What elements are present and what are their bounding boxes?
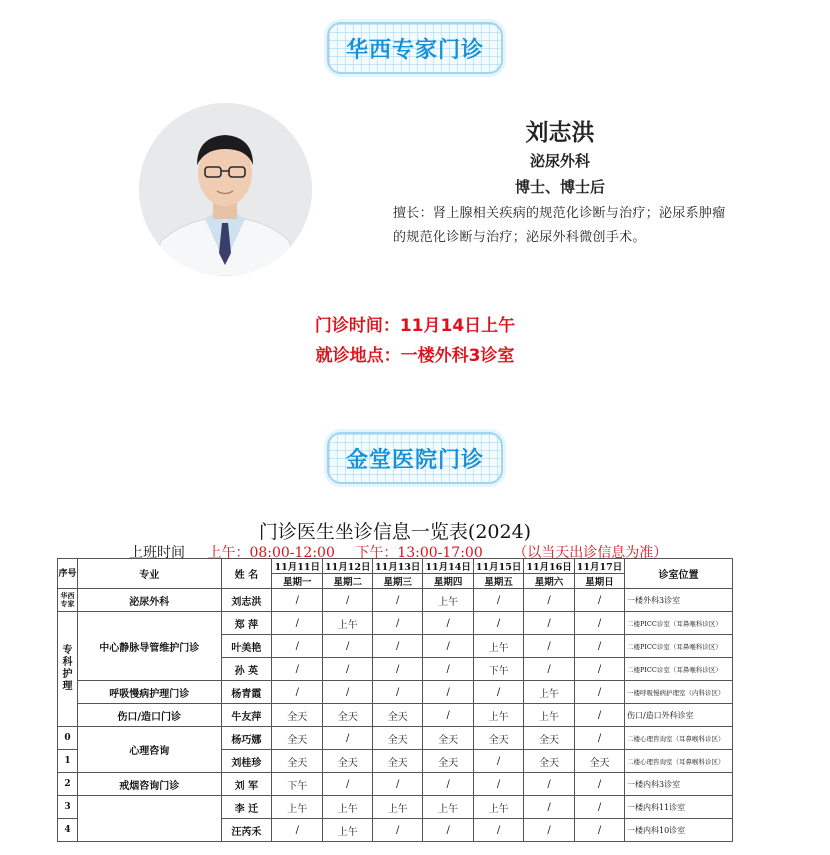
day-cell: 上午 <box>524 681 575 704</box>
row-location: 一楼外科3诊室 <box>624 589 732 612</box>
row-dept: 呼吸慢病护理门诊 <box>77 681 221 704</box>
header-date: 11月13日 <box>373 559 423 574</box>
day-cell: / <box>575 796 625 819</box>
day-cell: 上午 <box>373 796 423 819</box>
row-location: 一楼内科11诊室 <box>624 796 732 819</box>
day-cell: 上午 <box>474 635 524 658</box>
header-date: 11月17日 <box>575 559 625 574</box>
day-cell: / <box>474 773 524 796</box>
day-cell: / <box>524 819 575 842</box>
day-cell: / <box>524 658 575 681</box>
row-location: 二楼PICC诊室（耳鼻喉科诊区） <box>624 612 732 635</box>
doctor-specialty: 擅长：肾上腺相关疾病的规范化诊断与治疗；泌尿系肿瘤的规范化诊断与治疗；泌尿外科微创手术。 <box>393 206 726 245</box>
day-cell: / <box>323 681 373 704</box>
day-cell: / <box>423 681 474 704</box>
day-cell: / <box>323 658 373 681</box>
day-cell: / <box>575 727 625 750</box>
row-seq: 3 <box>58 796 78 819</box>
table-row <box>58 681 733 704</box>
row-location: 一楼内科10诊室 <box>624 819 732 842</box>
day-cell: 上午 <box>474 704 524 727</box>
doctor-name: 刘志洪 <box>525 120 595 146</box>
day-cell: / <box>575 704 625 727</box>
day-cell: / <box>373 773 423 796</box>
table-row <box>58 773 733 796</box>
day-cell: / <box>474 681 524 704</box>
doctor-department: 泌尿外科 <box>529 152 590 170</box>
row-location: 二楼心理咨询室（耳鼻喉科诊区） <box>624 727 732 750</box>
row-dept: 伤口/造口门诊 <box>77 704 221 727</box>
schedule-title: 门诊医生坐诊信息一览表(2024) <box>258 521 532 543</box>
day-cell: / <box>423 612 474 635</box>
day-cell: / <box>373 681 423 704</box>
header-weekday: 星期六 <box>524 574 575 589</box>
day-cell: 上午 <box>323 612 373 635</box>
row-location: 伤口/造口外科诊室 <box>624 704 732 727</box>
day-cell: / <box>423 819 474 842</box>
row-name: 李 迁 <box>221 796 272 819</box>
row-location: 二楼PICC诊室（耳鼻喉科诊区） <box>624 658 732 681</box>
day-cell: / <box>575 773 625 796</box>
day-cell: 下午 <box>272 773 323 796</box>
day-cell: 全天 <box>373 727 423 750</box>
row-name: 刘 军 <box>221 773 272 796</box>
section-title: 金堂医院门诊 <box>345 447 484 473</box>
day-cell: 全天 <box>474 727 524 750</box>
day-cell: / <box>373 819 423 842</box>
row-dept: 戒烟咨询门诊 <box>77 773 221 796</box>
day-cell: 全天 <box>323 704 373 727</box>
header-weekday: 星期日 <box>575 574 625 589</box>
day-cell: / <box>524 589 575 612</box>
row-dept <box>77 796 221 842</box>
section-title-badge-huaxi <box>327 22 503 74</box>
header-name: 姓 名 <box>221 559 272 589</box>
day-cell: / <box>524 773 575 796</box>
group-huaxi: 华西专家 <box>58 589 78 612</box>
row-location: 二楼心理咨询室（耳鼻喉科诊区） <box>624 750 732 773</box>
day-cell: / <box>423 658 474 681</box>
day-cell: 全天 <box>423 727 474 750</box>
day-cell: 上午 <box>272 796 323 819</box>
header-weekday: 星期五 <box>474 574 524 589</box>
day-cell: 全天 <box>272 704 323 727</box>
hours-am: 上午：08:00-12:00 <box>207 545 335 561</box>
row-name: 刘桂珍 <box>221 750 272 773</box>
section-title: 华西专家门诊 <box>345 37 484 63</box>
day-cell: / <box>423 773 474 796</box>
day-cell: / <box>272 658 323 681</box>
day-cell: 全天 <box>373 750 423 773</box>
day-cell: / <box>373 635 423 658</box>
day-cell: / <box>272 681 323 704</box>
day-cell: / <box>474 819 524 842</box>
row-dept: 心理咨询 <box>77 727 221 773</box>
header-date: 11月15日 <box>474 559 524 574</box>
schedule-sheet <box>57 515 733 855</box>
day-cell: / <box>423 635 474 658</box>
doctor-portrait-icon <box>139 103 312 276</box>
visit-location: 就诊地点：一楼外科3诊室 <box>315 346 515 366</box>
row-name: 郑 萍 <box>221 612 272 635</box>
day-cell: 上午 <box>423 589 474 612</box>
row-seq: 4 <box>58 819 78 842</box>
header-location: 诊室位置 <box>624 559 732 589</box>
day-cell: / <box>474 612 524 635</box>
hours-note: （以当天出诊信息为准） <box>513 545 668 561</box>
day-cell: 上午 <box>423 796 474 819</box>
day-cell: / <box>423 704 474 727</box>
day-cell: / <box>575 819 625 842</box>
day-cell: / <box>524 635 575 658</box>
day-cell: / <box>524 796 575 819</box>
day-cell: 全天 <box>272 727 323 750</box>
table-row <box>58 704 733 727</box>
row-location: 一楼呼吸慢病护理室（内科诊区） <box>624 681 732 704</box>
header-date: 11月14日 <box>423 559 474 574</box>
day-cell: 下午 <box>474 658 524 681</box>
day-cell: 上午 <box>524 704 575 727</box>
day-cell: 全天 <box>524 750 575 773</box>
header-weekday: 星期二 <box>323 574 373 589</box>
day-cell: / <box>272 635 323 658</box>
row-name: 杨巧娜 <box>221 727 272 750</box>
day-cell: / <box>373 612 423 635</box>
day-cell: / <box>323 773 373 796</box>
row-name: 汪芮禾 <box>221 819 272 842</box>
section-title-badge-jintang <box>327 432 503 484</box>
day-cell: / <box>575 589 625 612</box>
day-cell: / <box>272 612 323 635</box>
day-cell: / <box>323 589 373 612</box>
day-cell: / <box>272 819 323 842</box>
day-cell: / <box>575 681 625 704</box>
schedule-table <box>57 558 733 842</box>
row-dept: 中心静脉导管维护门诊 <box>77 612 221 681</box>
day-cell: / <box>575 635 625 658</box>
row-name: 杨青霞 <box>221 681 272 704</box>
day-cell: 全天 <box>524 727 575 750</box>
day-cell: / <box>575 658 625 681</box>
doctor-degree: 博士、博士后 <box>514 178 605 196</box>
header-weekday: 星期四 <box>423 574 474 589</box>
header-date: 11月12日 <box>323 559 373 574</box>
day-cell: / <box>272 589 323 612</box>
day-cell: 全天 <box>423 750 474 773</box>
day-cell: / <box>474 750 524 773</box>
row-name: 刘志洪 <box>221 589 272 612</box>
day-cell: / <box>373 589 423 612</box>
day-cell: / <box>524 612 575 635</box>
day-cell: / <box>323 727 373 750</box>
day-cell: 全天 <box>272 750 323 773</box>
table-row <box>58 727 733 750</box>
day-cell: 上午 <box>323 819 373 842</box>
row-dept: 泌尿外科 <box>77 589 221 612</box>
row-seq: 1 <box>58 750 78 773</box>
hours-label: 上班时间 <box>129 545 185 561</box>
header-weekday: 星期三 <box>373 574 423 589</box>
row-seq: 2 <box>58 773 78 796</box>
day-cell: 全天 <box>575 750 625 773</box>
row-name: 牛友萍 <box>221 704 272 727</box>
header-date: 11月16日 <box>524 559 575 574</box>
day-cell: 上午 <box>474 796 524 819</box>
row-name: 叶美艳 <box>221 635 272 658</box>
header-date: 11月11日 <box>272 559 323 574</box>
day-cell: 全天 <box>323 750 373 773</box>
header-seq: 序号 <box>58 559 78 589</box>
row-location: 二楼PICC诊室（耳鼻喉科诊区） <box>624 635 732 658</box>
day-cell: / <box>474 589 524 612</box>
day-cell: / <box>575 612 625 635</box>
row-location: 一楼内科3诊室 <box>624 773 732 796</box>
table-row <box>58 589 733 612</box>
day-cell: / <box>323 635 373 658</box>
header-dept: 专业 <box>77 559 221 589</box>
doctor-avatar <box>139 103 312 276</box>
hours-pm: 下午：13:00-17:00 <box>355 545 483 561</box>
day-cell: 全天 <box>373 704 423 727</box>
group-nursing: 专 科 护 理 <box>58 612 78 727</box>
table-row <box>58 796 733 819</box>
row-name: 孙 英 <box>221 658 272 681</box>
day-cell: 上午 <box>323 796 373 819</box>
row-seq: 0 <box>58 727 78 750</box>
table-row <box>58 612 733 635</box>
header-weekday: 星期一 <box>272 574 323 589</box>
visit-time: 门诊时间：11月14日上午 <box>314 316 516 336</box>
day-cell: / <box>373 658 423 681</box>
